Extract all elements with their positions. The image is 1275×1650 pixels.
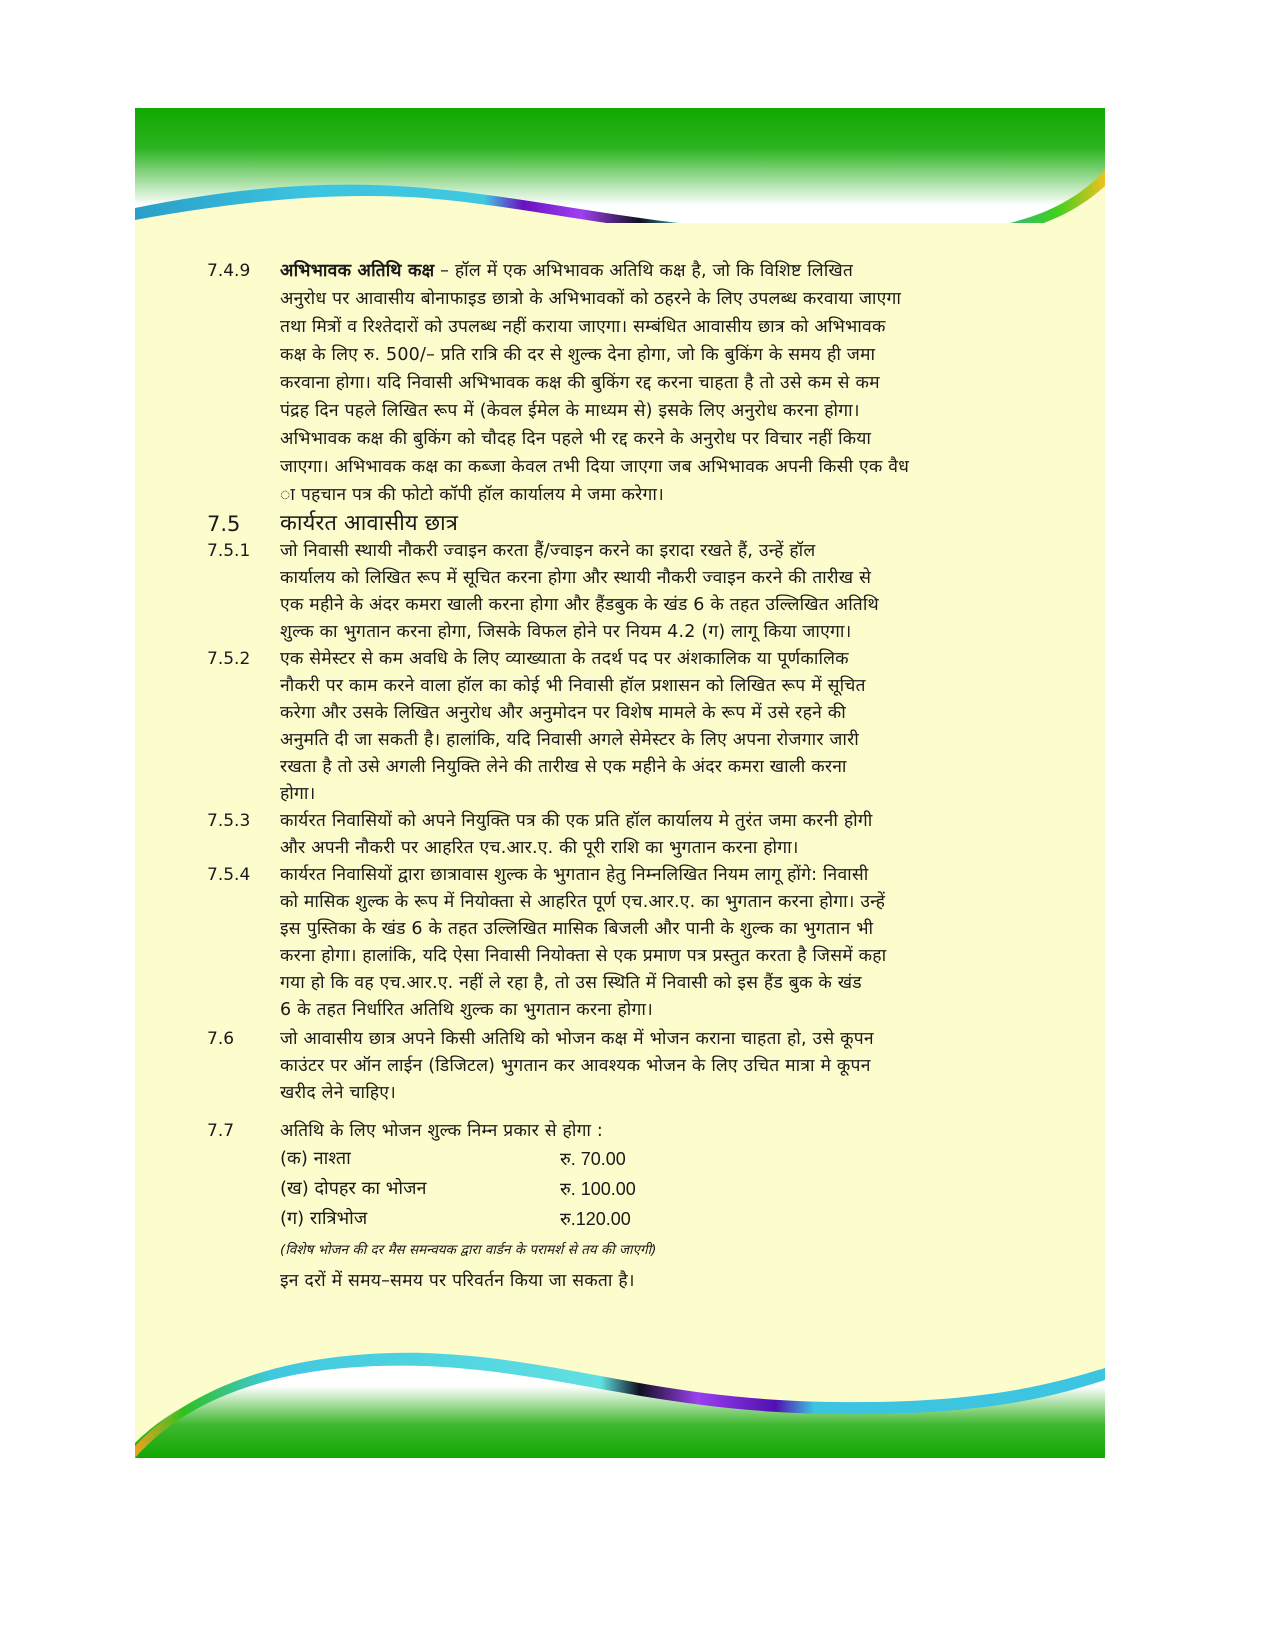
section-7-6-line: खरीद लेने चाहिए। xyxy=(280,1083,396,1103)
section-7-4-9-line: कक्ष के लिए रु. 500/– प्रति रात्रि की दर से शुल्क देना होगा, जो कि बुकिंग के समय ही जमा xyxy=(280,345,876,365)
section-7-5-2-line: नौकरी पर काम करने वाला हॉल का कोई भी निवासी हॉल प्रशासन को लिखित रूप में सूचित xyxy=(280,676,866,696)
section-7-4-9-line: अभिभावक कक्ष की बुकिंग को चौदह दिन पहले भी रद्द करने के अनुरोध पर विचार नहीं किया xyxy=(280,429,872,449)
section-7-5-3-line: कार्यरत निवासियों को अपने नियुक्ति पत्र की एक प्रति हॉल कार्यालय मे तुरंत जमा करनी होगी xyxy=(280,811,873,831)
section-7-5-2-line: एक सेमेस्टर से कम अवधि के लिए व्याख्याता के तदर्थ पद पर अंशकालिक या पूर्णकालिक xyxy=(280,649,849,669)
fee-value-lunch: रु. 100.00 xyxy=(560,1179,636,1199)
section-7-5-1-line: शुल्क का भुगतान करना होगा, जिसके विफल होने पर नियम 4.2 (ग) लागू किया जाएगा। xyxy=(280,622,852,642)
section-7-5-3-line: और अपनी नौकरी पर आहरित एच.आर.ए. की पूरी राशि का भुगतान करना होगा। xyxy=(280,838,799,858)
section-7-5-2-line: अनुमति दी जा सकती है। हालांकि, यदि निवासी अगले सेमेस्टर के लिए अपना रोजगार जारी xyxy=(280,730,860,750)
section-7-5-2-line: रखता है तो उसे अगली नियुक्ति लेने की तारीख से एक महीने के अंदर कमरा खाली करना xyxy=(280,757,847,777)
section-number: 7.4.9 xyxy=(207,261,251,281)
fee-value-breakfast: रु. 70.00 xyxy=(560,1149,626,1169)
fee-label-lunch: (ख) दोपहर का भोजन xyxy=(280,1178,427,1199)
section-heading: कार्यरत आवासीय छात्र xyxy=(280,511,458,536)
section-7-4-9-line: करवाना होगा। यदि निवासी अभिभावक कक्ष की बुकिंग रद्द करना चाहता है तो उसे कम से कम xyxy=(280,373,880,393)
section-title: अभिभावक अतिथि कक्ष xyxy=(280,261,435,281)
section-7-5-1-line: जो निवासी स्थायी नौकरी ज्वाइन करता हैं/ज्वाइन करने का इरादा रखते हैं, उन्हें हॉल xyxy=(280,541,816,561)
section-number: 7.6 xyxy=(207,1029,235,1049)
section-7-5-1-line: कार्यालय को लिखित रूप में सूचित करना होगा और स्थायी नौकरी ज्वाइन करने की तारीख से xyxy=(280,568,872,588)
section-7-5-4-line: करना होगा। हालांकि, यदि ऐसा निवासी नियोक्ता से एक प्रमाण पत्र प्रस्तुत करता है जिसमें कहा xyxy=(280,946,887,966)
section-number: 7.7 xyxy=(207,1121,235,1141)
fee-value-dinner: रु.120.00 xyxy=(560,1209,631,1229)
section-7-4-9-line: पंद्रह दिन पहले लिखित रूप में (केवल ईमेल के माध्यम से) इसके लिए अनुरोध करना होगा। xyxy=(280,401,860,421)
fee-label-dinner: (ग) रात्रिभोज xyxy=(280,1208,368,1229)
section-7-5-2-line: करेगा और उसके लिखित अनुरोध और अनुमोदन पर विशेष मामले के रूप में उसे रहने की xyxy=(280,703,846,723)
section-7-5-4-line: कार्यरत निवासियों द्वारा छात्रावास शुल्क के भुगतान हेतु निम्नलिखित नियम लागू होंगे: निवासी xyxy=(280,865,869,885)
section-number: 7.5 xyxy=(207,512,241,536)
section-7-4-9-line: तथा मित्रों व रिश्तेदारों को उपलब्ध नहीं कराया जाएगा। सम्बंधित आवासीय छात्र को अभिभावक xyxy=(280,317,886,337)
document-page xyxy=(135,108,1105,1458)
special-meal-note: (विशेष भोजन की दर मैस समन्वयक द्वारा वार्डन के परामर्श से तय की जाएगी) xyxy=(280,1242,657,1258)
rates-change-notice: इन दरों में समय–समय पर परिवर्तन किया जा सकता है। xyxy=(280,1271,635,1291)
section-7-4-9-line: अनुरोध पर आवासीय बोनाफाइड छात्रो के अभिभावकों को ठहरने के लिए उपलब्ध करवाया जाएगा xyxy=(280,289,902,309)
section-7-5-1-line: एक महीने के अंदर कमरा खाली करना होगा और हैंडबुक के खंड 6 के तहत उल्लिखित अतिथि xyxy=(280,595,879,615)
section-7-5-2-line: होगा। xyxy=(280,784,316,804)
section-7-6-line: जो आवासीय छात्र अपने किसी अतिथि को भोजन कक्ष में भोजन कराना चाहता हो, उसे कूपन xyxy=(280,1029,874,1049)
section-7-4-9-line: ा पहचान पत्र की फोटो कॉपी हॉल कार्यालय मे जमा करेगा। xyxy=(280,485,664,505)
section-7-4-9-line: जाएगा। अभिभावक कक्ष का कब्जा केवल तभी दिया जाएगा जब अभिभावक अपनी किसी एक वैध xyxy=(280,457,910,477)
section-7-5-4-line: 6 के तहत निर्धारित अतिथि शुल्क का भुगतान करना होगा। xyxy=(280,1000,653,1020)
section-7-7-intro: अतिथि के लिए भोजन शुल्क निम्न प्रकार से होगा : xyxy=(280,1121,604,1141)
section-number: 7.5.4 xyxy=(207,865,251,885)
bottom-wave-banner xyxy=(135,1328,1105,1458)
top-wave-banner xyxy=(135,108,1105,223)
section-number: 7.5.2 xyxy=(207,649,251,669)
section-7-5-4-line: इस पुस्तिका के खंड 6 के तहत उल्लिखित मासिक बिजली और पानी के शुल्क का भुगतान भी xyxy=(280,919,874,939)
section-7-6-line: काउंटर पर ऑन लाईन (डिजिटल) भुगतान कर आवश्यक भोजन के लिए उचित मात्रा मे कूपन xyxy=(280,1056,871,1076)
fee-label-breakfast: (क) नाश्ता xyxy=(280,1148,351,1169)
section-number: 7.5.1 xyxy=(207,541,251,561)
section-7-5-4-line: को मासिक शुल्क के रूप में नियोक्ता से आहरित पूर्ण एच.आर.ए. का भुगतान करना होगा। उन्हें xyxy=(280,892,886,912)
section-7-5-4-line: गया हो कि वह एच.आर.ए. नहीं ले रहा है, तो उस स्थिति में निवासी को इस हैंड बुक के खंड xyxy=(280,973,862,993)
section-number: 7.5.3 xyxy=(207,811,251,831)
section-7-4-9-line-1: अभिभावक अतिथि कक्ष – हॉल में एक अभिभावक अतिथि कक्ष है, जो कि विशिष्ट लिखित xyxy=(280,261,854,281)
